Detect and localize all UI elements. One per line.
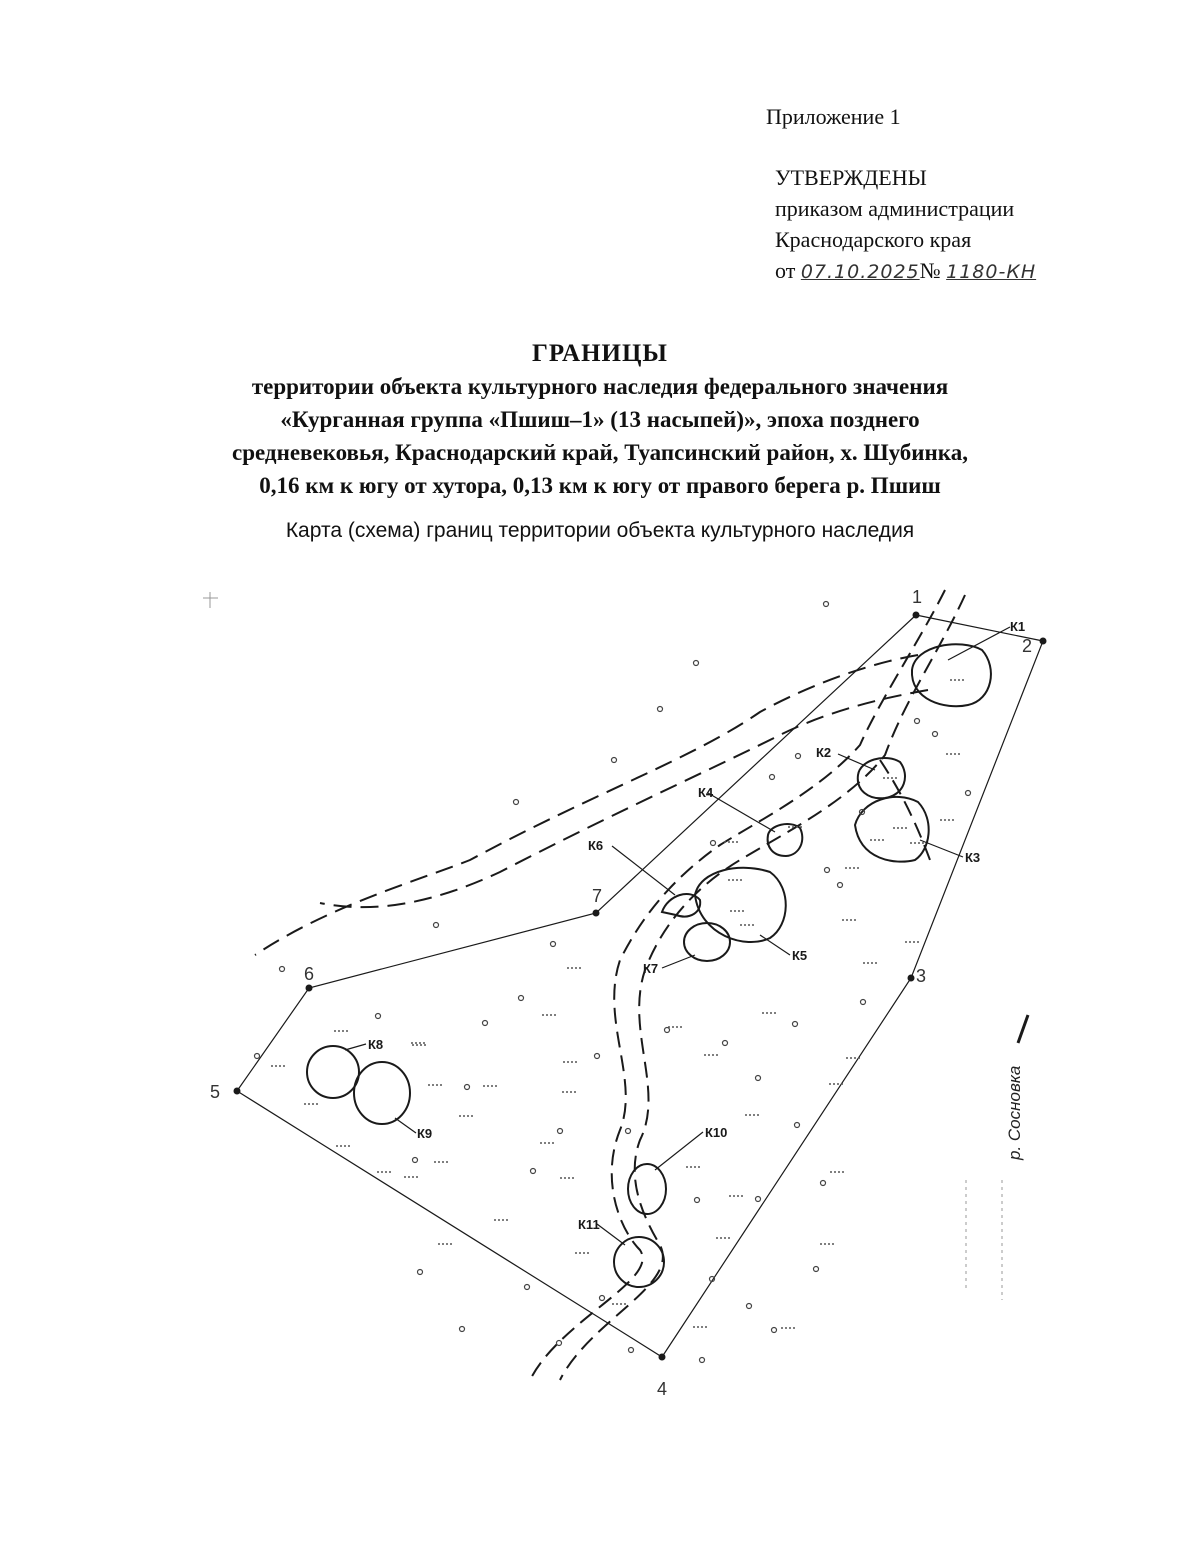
survey-point [838,883,843,888]
order-line-1: приказом администрации [775,196,1015,221]
boundary-vertices [234,612,1047,1361]
survey-point [772,1328,777,1333]
mound-k5-outline [695,868,786,942]
elevation-marks [271,680,964,1328]
approved-heading: УТВЕРЖДЕНЫ [775,165,927,190]
survey-point [551,942,556,947]
order-date: 07.10.2025 [800,261,920,283]
vertex-3 [908,975,915,982]
road-west [255,655,928,955]
vertex-label-1: 1 [912,587,923,607]
vertex-label-7: 7 [592,886,603,906]
survey-point [966,791,971,796]
corner-mark [203,592,218,608]
survey-point [695,1198,700,1203]
mound-label-k6: К6 [588,838,604,853]
survey-point [514,800,519,805]
number-prefix: № [919,258,941,283]
mound-label-k3: К3 [965,850,981,865]
title-line-2: «Курганная группа «Пшиш–1» (13 насыпей)», эпоха позднего [280,407,920,432]
survey-point [629,1348,634,1353]
vertex-4 [659,1354,666,1361]
vertex-labels [210,587,1032,1399]
mound-label-k1: К1 [1010,619,1026,634]
title-line-4: 0,16 км к югу от хутора, 0,13 км к югу от правого берега р. Пшиш [259,473,941,498]
survey-point [465,1085,470,1090]
survey-point [700,1358,705,1363]
mound-label-k5: К5 [792,948,808,963]
survey-point [915,719,920,724]
survey-point [519,996,524,1001]
order-number: 1180-КН [946,261,1037,283]
survey-point [825,868,830,873]
survey-point [821,1181,826,1186]
vertex-label-5: 5 [210,1082,221,1102]
vertex-2 [1040,638,1047,645]
survey-point [376,1014,381,1019]
survey-point [814,1267,819,1272]
survey-point [756,1197,761,1202]
river-flow-mark [1018,1015,1028,1043]
survey-point [796,754,801,759]
survey-point [747,1304,752,1309]
mound-label-k4: К4 [698,785,714,800]
survey-points [255,602,971,1363]
survey-point [557,1341,562,1346]
survey-point [434,923,439,928]
survey-point [793,1022,798,1027]
mound-label-k7: К7 [643,961,659,976]
survey-point [665,1028,670,1033]
vertex-5 [234,1088,241,1095]
survey-point [413,1158,418,1163]
boundary-line [237,615,1043,1357]
survey-point [658,707,663,712]
survey-point [531,1169,536,1174]
mound-k1-outline [912,644,991,706]
vertex-label-6: 6 [304,964,315,984]
order-line-2: Краснодарского края [775,227,972,252]
survey-point [795,1123,800,1128]
mound-label-k9: К9 [417,1126,433,1141]
survey-point [723,1041,728,1046]
mound-k9-outline [354,1062,410,1124]
survey-point [626,1129,631,1134]
survey-point [824,602,829,607]
map-subtitle: Карта (схема) границ территории объекта культурного наследия [285,519,915,542]
vertex-label-3: 3 [916,966,927,986]
survey-point [255,1054,260,1059]
survey-point [418,1270,423,1275]
survey-point [694,661,699,666]
survey-point [612,758,617,763]
survey-point [600,1296,605,1301]
date-prefix: от [775,258,796,283]
mound-label-k10: К10 [705,1125,728,1140]
vertex-1 [913,612,920,619]
survey-point [770,775,775,780]
vertex-label-4: 4 [657,1379,668,1399]
mound-k8-outline [307,1046,359,1098]
road-south [530,590,965,1380]
mound-label-k11: К11 [578,1217,600,1232]
survey-point [460,1327,465,1332]
survey-point [280,967,285,972]
title-heading: ГРАНИЦЫ [532,340,668,367]
vertex-7 [593,910,600,917]
mound-k2-outline [858,758,905,798]
mound-k7-outline [684,923,730,961]
mound-k11-outline [614,1237,664,1287]
appendix-label: Приложение 1 [766,104,901,129]
survey-point [756,1076,761,1081]
mound-label-k2: К2 [816,745,832,760]
survey-point [525,1285,530,1290]
survey-point [711,841,716,846]
mound-label-k8: К8 [368,1037,384,1052]
survey-point [861,1000,866,1005]
vertex-6 [306,985,313,992]
leader-lines [345,627,1010,1245]
survey-point [595,1054,600,1059]
survey-point [558,1129,563,1134]
title-line-3: средневековья, Краснодарский край, Туапсинский район, х. Шубинка, [232,440,968,465]
survey-point [483,1021,488,1026]
vertex-label-2: 2 [1022,636,1033,656]
mound-k10-outline [628,1164,666,1214]
survey-point [933,732,938,737]
title-line-1: территории объекта культурного наследия федерального значения [251,374,949,399]
river-label: р. Сосновка [1005,1065,1024,1160]
river-edge [966,1180,1002,1300]
